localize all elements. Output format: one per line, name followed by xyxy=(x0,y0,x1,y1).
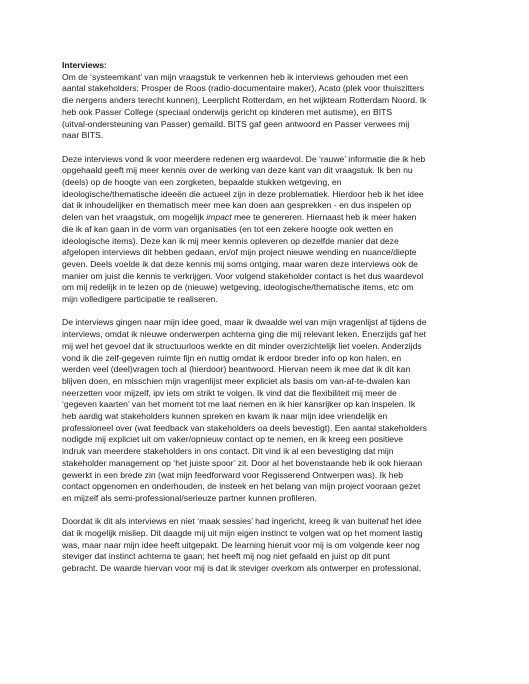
paragraph-1 xyxy=(62,72,482,142)
text-line: naar BITS. xyxy=(62,130,104,141)
paragraph-3 xyxy=(62,317,482,504)
document-body xyxy=(62,72,482,575)
text-line: mijn volledigere participatie te realiseren. xyxy=(62,294,218,305)
text-line: steviger dat instinct achterna te gaan; het heeft mij nog niet gefaald en juist op dit punt xyxy=(62,551,390,562)
text-line: aantal stakeholders; Prosper de Roos (radio-documentaire maker), Acato (plek voor thuiszitters xyxy=(62,83,425,94)
text-line: delen van het vraagstuk, om mogelijk impact mee te genereren. Hiernaast heb ik meer haken xyxy=(62,212,417,223)
text-line: heb aardig wat stakeholders kunnen spreken en kwam ik naar mijn idee vriendelijk en xyxy=(62,411,388,422)
text-line: contact opgenomen en onderhouden, de insteek en het belang van mijn project vooraan gezet xyxy=(62,481,421,492)
text-line: geven. Deels voelde ik dat deze kennis mij soms ontging, maar waren deze interviews ook de xyxy=(62,258,418,269)
text-line: om mij redelijk in te lezen op de (nieuwe) wetgeving, ideologische/thematische items, etc om xyxy=(62,282,414,293)
text-line: en mijzelf als semi-professional/serieuze partner kunnen profileren. xyxy=(62,492,318,503)
text-line: opgehaald geeft mij meer kennis over de werking van deze kant van dit vraagstuk. Ik ben nu xyxy=(62,165,413,176)
text-line: indruk van meerdere stakeholders in ons contact. Dit vind ik al een bevestiging dat mijn xyxy=(62,446,394,457)
text-line: blijven doen, en misschien mijn vragenlijst meer expliciet als basis om van-af-te-dwalen kan xyxy=(62,375,411,386)
text-line: Om de ‘systeemkant’ van mijn vraagstuk te verkennen heb ik interviews gehouden met een xyxy=(62,71,408,82)
text-line: die ik af kan gaan in de vorm van organisaties (en tot een zekere hoogte ook wetten en xyxy=(62,223,394,234)
text-line: dat ik mogelijk misliep. Dit daagde mij uit mijn eigen instinct te volgen wat op het moment lastig xyxy=(62,528,423,539)
text-line: ideologische items). Deze kan ik mij meer kennis opleveren op dezelfde manier dat deze xyxy=(62,235,399,246)
text-line: Deze interviews vond ik voor meerdere redenen erg waardevol. De ‘rauwe’ informatie die ik heb xyxy=(62,153,426,164)
text-line: nodigde mij expliciet uit om vaker/opnieuw contact op te nemen, en ik kreeg een positieve xyxy=(62,434,404,445)
text-line: professioneel over (wat feedback van stakeholders oa deels bevestigt). Een aantal stakeholders xyxy=(62,422,427,433)
text-line: interviews, omdat ik nieuwe onderwerpen achterna ging die mij relevant leken. Enerzijds gaf het xyxy=(62,329,427,340)
document-page xyxy=(62,60,482,587)
text-line: neerzetten voor mijzelf, ipv iets om strikt te volgen. Ik vind dat die flexibiliteit mij meer de xyxy=(62,387,397,398)
text-line: ideologische/thematische ideeën die actueel zijn in deze problematiek. Hierdoor heb ik het idee xyxy=(62,188,424,199)
text-line: heb ook Passer College (speciaal onderwijs gericht op kinderen met autisme), en BITS xyxy=(62,106,393,117)
text-line: dat ik inhoudelijker en thematisch meer mee kan doen aan gesprekken - en dus inspelen op xyxy=(62,200,412,211)
text-line: De interviews gingen naar mijn idee goed, maar ik dwaalde wel van mijn vragenlijst af tijdens de xyxy=(62,317,427,328)
text-line: stakeholder management op ‘het juiste spoor’ zit. Door al het bovenstaande heb ik ook hieraan xyxy=(62,457,423,468)
text-line: mij wel het gevoel dat ik structuurloos werkte en dit minder overzichtelijk liet voelen. Anderzijds xyxy=(62,340,422,351)
text-line: (deels) op de hoogte van een zorgketen, bepaalde stukken wetgeving, en xyxy=(62,177,342,188)
text-line: afgelopen interviews dit hebben gedaan, en/of mijn project nieuwe wending en nuance/diepte xyxy=(62,247,417,258)
text-line: ‘gegeven kaarten’ van het moment tot me laat nemen en ik hier kansrijker op kan inspelen. Ik xyxy=(62,399,416,410)
text-line: werden veel (deel)vragen toch al (hierdoor) beantwoord. Hiervan neem ik mee dat ik dit kan xyxy=(62,364,411,375)
text-line: die nergens anders terecht kunnen), Leerplicht Rotterdam, en het wijkteam Rotterdam Noord. Ik xyxy=(62,95,427,106)
text-line: gewerkt in een brede zin (wat mijn feedforward voor Regisserend Ontwerpen was). Ik heb xyxy=(62,469,404,480)
text-line: vond ik die zelf-gegeven ruimte fijn en nuttig omdat ik erdoor breder info op kon halen, en xyxy=(62,352,402,363)
text-line: was, maar naar mijn idee heeft uitgepakt. De learning hieruit voor mij is om volgende keer nog xyxy=(62,539,420,550)
text-line: (uitval-ondersteuning van Passer) gemaild. BITS gaf geen antwoord en Passer verwees mij xyxy=(62,118,410,129)
text-line: Doordat ik dit als interviews en niet ‘maak sessies’ had ingericht, kreeg ik van buitenaf het idee xyxy=(62,516,422,527)
paragraph-2 xyxy=(62,154,482,306)
section-heading: Interviews: xyxy=(62,60,107,70)
text-line: gebracht. De waarde hiervan voor mij is dat ik steviger overkom als ontwerper en professional, xyxy=(62,563,422,574)
text-line: manier om juist die kennis te verkrijgen. Voor volgend stakeholder contact is het dus waardevol xyxy=(62,270,424,281)
paragraph-4 xyxy=(62,516,482,575)
